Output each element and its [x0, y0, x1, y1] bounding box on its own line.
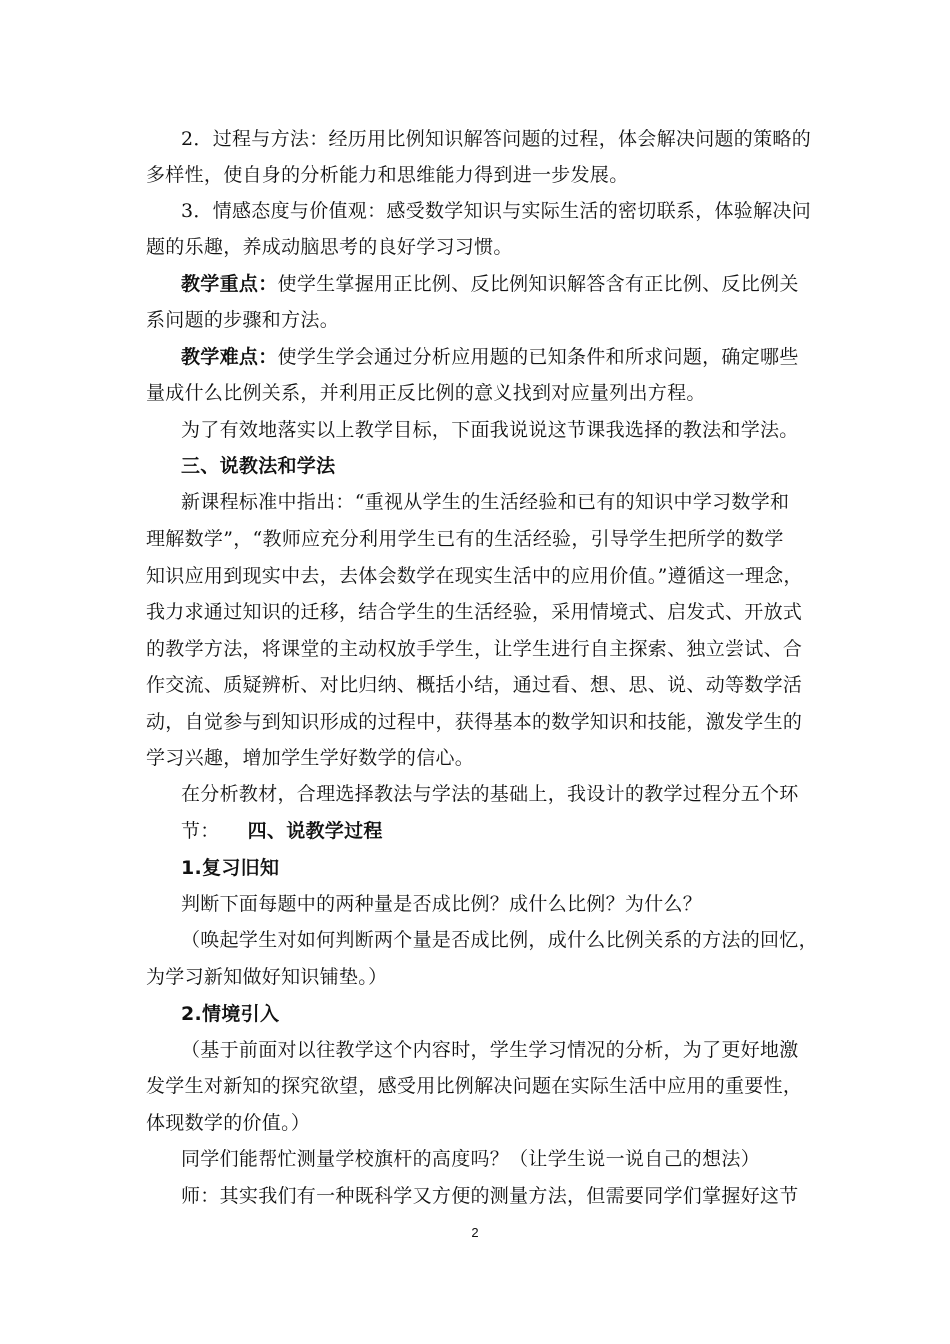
text-line: 量成什么比例关系，并利用正反比例的意义找到对应量列出方程。	[146, 382, 706, 404]
text-line	[181, 344, 806, 370]
text-line: 系问题的步骤和方法。	[146, 309, 340, 331]
text-line: 为了有效地落实以上教学目标，下面我说说这节课我选择的教法和学法。	[181, 419, 799, 441]
difficulty-text: 使学生学会通过分析应用题的已知条件和所求问题，确定哪些	[277, 346, 799, 368]
text-line	[181, 818, 806, 844]
text-line: 理解数学”，“教师应充分利用学生已有的生活经验，引导学生把所学的数学	[146, 528, 784, 550]
page-number: 2	[471, 1225, 479, 1240]
text-line: 在分析教材，合理选择教法与学法的基础上，我设计的教学过程分五个环	[181, 783, 799, 805]
text-line: 动，自觉参与到知识形成的过程中，获得基本的数学知识和技能，激发学生的	[146, 711, 803, 733]
subsection-heading: 1.复习旧知	[181, 857, 280, 879]
text-line: 同学们能帮忙测量学校旗杆的高度吗？（让学生说一说自己的想法）	[181, 1148, 761, 1170]
text-line: 我力求通过知识的迁移，结合学生的生活经验，采用情境式、启发式、开放式	[146, 601, 803, 623]
text-line	[181, 271, 806, 297]
text-line: 知识应用到现实中去，去体会数学在现实生活中的应用价值。”遵循这一理念，	[146, 565, 803, 587]
text-line: 2．过程与方法：经历用比例知识解答问题的过程，体会解决问题的策略的	[181, 128, 811, 150]
text-line: 的教学方法，将课堂的主动权放手学生，让学生进行自主探索、独立尝试、合	[146, 638, 803, 660]
section-heading: 三、说教法和学法	[181, 455, 336, 477]
text-line: 多样性，使自身的分析能力和思维能力得到进一步发展。	[146, 164, 629, 186]
text-fragment: 节：	[181, 820, 220, 842]
difficulty-label: 教学难点：	[181, 346, 278, 368]
key-point-text: 使学生掌握用正比例、反比例知识解答含有正比例、反比例关	[277, 273, 799, 295]
text-line: （唤起学生对如何判断两个量是否成比例，成什么比例关系的方法的回忆，	[181, 929, 818, 951]
text-line: 题的乐趣，养成动脑思考的良好学习习惯。	[146, 236, 513, 258]
text-line: 新课程标准中指出：“重视从学生的生活经验和已有的知识中学习数学和	[181, 491, 790, 513]
text-line: 作交流、质疑辨析、对比归纳、概括小结，通过看、想、思、说、动等数学活	[146, 674, 803, 696]
key-point-label: 教学重点：	[181, 273, 278, 295]
text-line: 发学生对新知的探究欲望，感受用比例解决问题在实际生活中应用的重要性，	[146, 1075, 803, 1097]
text-line: 判断下面每题中的两种量是否成比例？成什么比例？为什么？	[181, 893, 703, 915]
text-line: 为学习新知做好知识铺垫。）	[146, 966, 388, 988]
text-line: 3．情感态度与价值观：感受数学知识与实际生活的密切联系，体验解决问	[181, 200, 811, 222]
section-heading: 四、说教学过程	[247, 820, 383, 842]
subsection-heading: 2.情境引入	[181, 1003, 280, 1025]
text-line: 师：其实我们有一种既科学又方便的测量方法，但需要同学们掌握好这节	[181, 1185, 799, 1207]
text-line: 学习兴趣，增加学生学好数学的信心。	[146, 747, 475, 769]
text-line: 体现数学的价值。）	[146, 1112, 311, 1134]
text-line: （基于前面对以往教学这个内容时，学生学习情况的分析，为了更好地激	[181, 1039, 799, 1061]
